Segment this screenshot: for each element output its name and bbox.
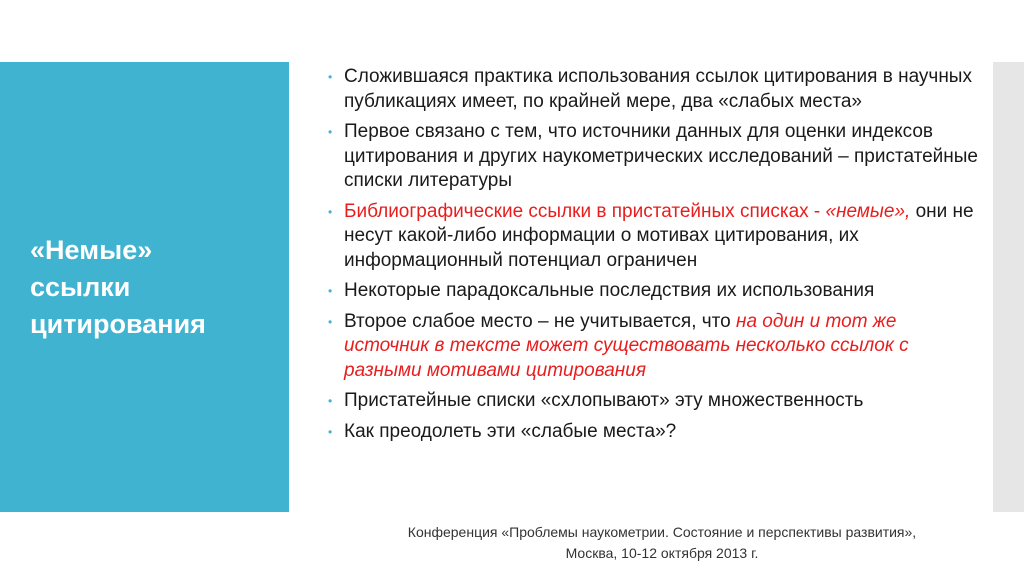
list-item <box>328 120 980 194</box>
highlight-text: Библиографические ссылки в пристатейных списках - <box>344 200 826 222</box>
list-item <box>328 279 980 304</box>
bullet-icon: • <box>328 424 333 439</box>
bullet-list-area <box>328 65 980 450</box>
footer <box>300 522 1024 564</box>
list-item <box>328 310 980 384</box>
bullet-icon: • <box>328 70 333 84</box>
bullet-icon: • <box>328 284 333 298</box>
list-item-text: Как преодолеть эти «слабые места»? <box>344 420 677 442</box>
list-item-text: они не несут какой-либо информации о мотивах цитирования, их информационный потенциал ограничен <box>344 200 974 271</box>
list-item-text: Первое связано с тем, что источники данных для оценки индексов цитирования и других наукометрических исследований – пристатейные списки литературы <box>344 121 978 191</box>
list-item-text: Некоторые парадоксальные последствия их использования <box>344 280 875 301</box>
highlight-italic-text: «немые», <box>825 200 911 222</box>
list-item-text: Второе слабое место – не учитывается, что <box>344 310 736 332</box>
slide-title-line-1: «Немые» <box>30 235 153 265</box>
right-decor-strip <box>993 62 1024 512</box>
list-item <box>328 420 980 445</box>
bullet-icon: • <box>328 125 333 139</box>
slide-title-line-2: ссылки <box>30 272 131 302</box>
list-item <box>328 200 980 274</box>
slide-title-line-3: цитирования <box>30 309 206 339</box>
list-item <box>328 65 980 114</box>
footer-line-2: Москва, 10-12 октября 2013 г. <box>565 545 759 561</box>
bullet-icon: • <box>328 204 333 219</box>
bullet-icon: • <box>328 394 333 408</box>
footer-line-1: Конференция «Проблемы наукометрии. Состояние и перспективы развития», <box>407 524 917 540</box>
list-item-text: Пристатейные списки «схлопывают» эту множественность <box>344 390 864 411</box>
list-item <box>328 389 980 414</box>
highlight-italic-text: на один и тот же источник в тексте может существовать несколько ссылок с разными мотивами цитирования <box>344 310 909 381</box>
list-item-text: Сложившаяся практика использования ссылок цитирования в научных публикациях имеет, по крайней мере, два «слабых места» <box>344 66 972 112</box>
slide-title <box>30 232 280 343</box>
bullet-icon: • <box>328 314 333 329</box>
bullet-list <box>328 65 980 444</box>
